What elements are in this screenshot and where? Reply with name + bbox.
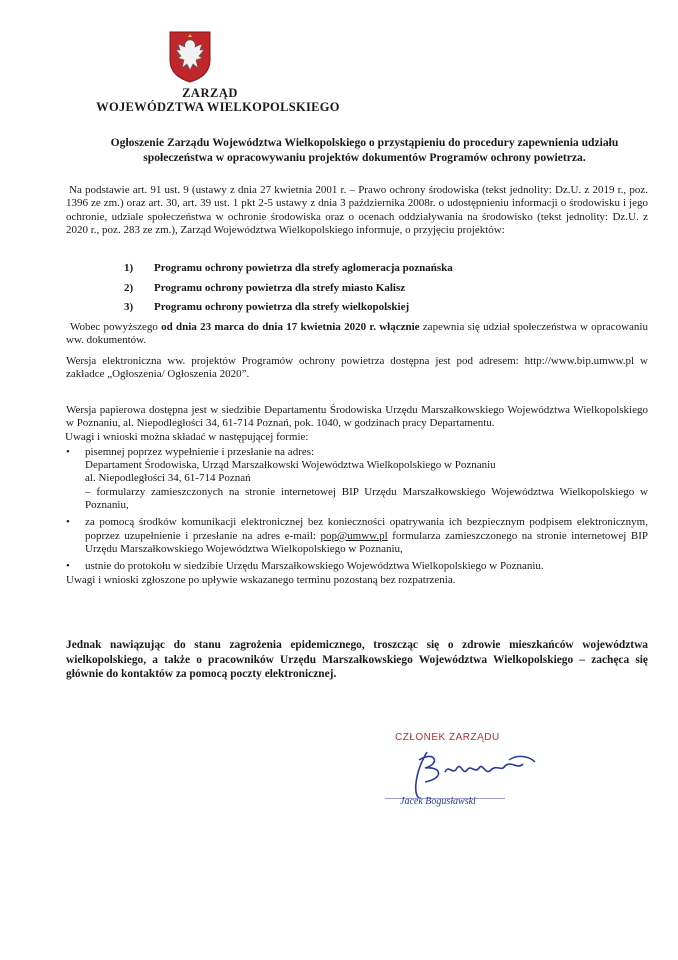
consultation-period-paragraph: Wobec powyższego od dnia 23 marca do dnia 17 kwietnia 2020 r. włącznie zapewnia się udział społeczeństwa w opracowaniu ww. dokumentów. — [66, 321, 648, 347]
board-member-stamp: CZŁONEK ZARZĄDU — [395, 732, 500, 743]
org-name-line2: WOJEWÓDZTWA WIELKOPOLSKIEGO — [96, 100, 340, 114]
crest-eagle-icon — [168, 30, 212, 84]
list-item: 2) Programu ochrony powietrza dla strefy miasto Kalisz — [124, 281, 406, 294]
remarks-intro: Uwagi i wnioski można składać w następującej formie: — [65, 430, 309, 443]
electronic-version-paragraph: Wersja elektroniczna ww. projektów Programów ochrony powietrza dostępna jest pod adresem: http://www.bip.umww.pl w zakładce „Ogłoszenia/ Ogłoszenia 2020”. — [66, 355, 648, 381]
handwritten-signature — [405, 742, 545, 802]
remarks-bullet-written: • pisemnej poprzez wypełnienie i przesłanie na adres: Departament Środowiska, Urząd Marszałkowski Województwa Wielkopolskiego w Poznaniu al. Niepodległości 34, 61-714 Poznań – formularzy zamieszczonych na stronie internetowej BIP Urzędu Marszałkowskiego Województwa Wielkopolskiego w Poznaniu, — [66, 446, 648, 512]
org-name-line1: ZARZĄD — [182, 86, 238, 100]
signatory-name: Jacek Bogusławski — [400, 796, 476, 807]
paper-version-paragraph: Wersja papierowa dostępna jest w siedzibie Departamentu Środowiska Urzędu Marszałkowskiego Województwa Wielkopolskiego w Poznaniu, al. Niepodległości 34, 61-714 Poznań, pok. 1040, w godzinach pracy Departamentu. Uwagi i wnioski można składać w następującej formie: • pisemnej poprzez wypełnienie i przesłanie na adres: Departament Środowiska, Urząd Marszałkowski Województwa Wielkopolskiego w Poznaniu al. Niepodległości 34, 61-714 Poznań – formularzy zamieszczonych na stronie internetowej BIP Urzędu Marszałkowskiego Województwa Wielkopolskiego w Poznaniu, • za pomocą środków komunikacji elektronicznej bez konieczności opatrywania ich bezpiecznym podpisem elektronicznym, poprzez uzupełnienie i przesłanie na adres e-mail: pop@umww.pl formularza zamieszczonego na stronie internetowej BIP Urzędu Marszałkowskiego Województwa Wielkopolskiego w Poznaniu, • ustnie do protokołu w siedzibie Urzędu Marszałkowskiego Województwa Wielkopolskiego w Poznaniu. Uwagi i wnioski zgłoszone po upływie wskazanego terminu pozostaną bez rozpatrzenia. — [66, 404, 648, 587]
late-remarks-note: Uwagi i wnioski zgłoszone po upływie wskazanego terminu pozostaną bez rozpatrzenia. — [66, 573, 456, 586]
list-item: 3) Programu ochrony powietrza dla strefy wielkopolskiej — [124, 301, 410, 313]
intro-paragraph: Na podstawie art. 91 ust. 9 (ustawy z dnia 27 kwietnia 2001 r. – Prawo ochrony środowiska (tekst jednolity: Dz.U. z 2019 r., poz. 1396 ze zm.) oraz art. 30, art. 39 ust. 1 pkt 2-5 ustawy z dnia 3 października 2008r. o udostępnieniu informacji o środowisku i jego ochronie, udziale społeczeństwa w ochronie środowiska oraz o ocenach oddziaływania na środowisko (tekst jednolity: Dz.U. z 2020 r., poz. 283 ze zm.), Zarząd Województwa Wielkopolskiego informuje, o przyjęciu projektów: — [66, 184, 648, 236]
epidemic-note: Jednak nawiązując do stanu zagrożenia epidemicznego, troszcząc się o zdrowie mieszkańców województwa wielkopolskiego, a także o pracowników Urzędu Marszałkowskiego Województwa Wielkopolskiego – zachęca się głównie do kontaktów za pomocą poczty elektronicznej. — [66, 639, 648, 680]
remarks-bullet-electronic: • za pomocą środków komunikacji elektronicznej bez konieczności opatrywania ich bezpiecznym podpisem elektronicznym, poprzez uzupełnienie i przesłanie na adres e-mail: pop@umww.pl formularza zamieszczonego na stronie internetowej BIP Urzędu Marszałkowskiego Województwa Wielkopolskiego w Poznaniu, — [66, 516, 648, 556]
document-title: Ogłoszenie Zarządu Województwa Wielkopolskiego o przystąpieniu do procedury zapewnienia udziału społeczeństwa w opracowywaniu projektów dokumentów Programów ochrony powietrza. — [110, 136, 619, 164]
email-link[interactable]: pop@umww.pl — [320, 529, 388, 542]
consultation-dates: od dnia 23 marca do dnia 17 kwietnia 2020 r. włącznie — [161, 321, 420, 333]
list-item: 1) Programu ochrony powietrza dla strefy aglomeracja poznańska — [124, 262, 453, 274]
remarks-bullet-oral: • ustnie do protokołu w siedzibie Urzędu Marszałkowskiego Województwa Wielkopolskiego w Poznaniu. — [66, 560, 648, 573]
programs-list — [124, 262, 453, 321]
